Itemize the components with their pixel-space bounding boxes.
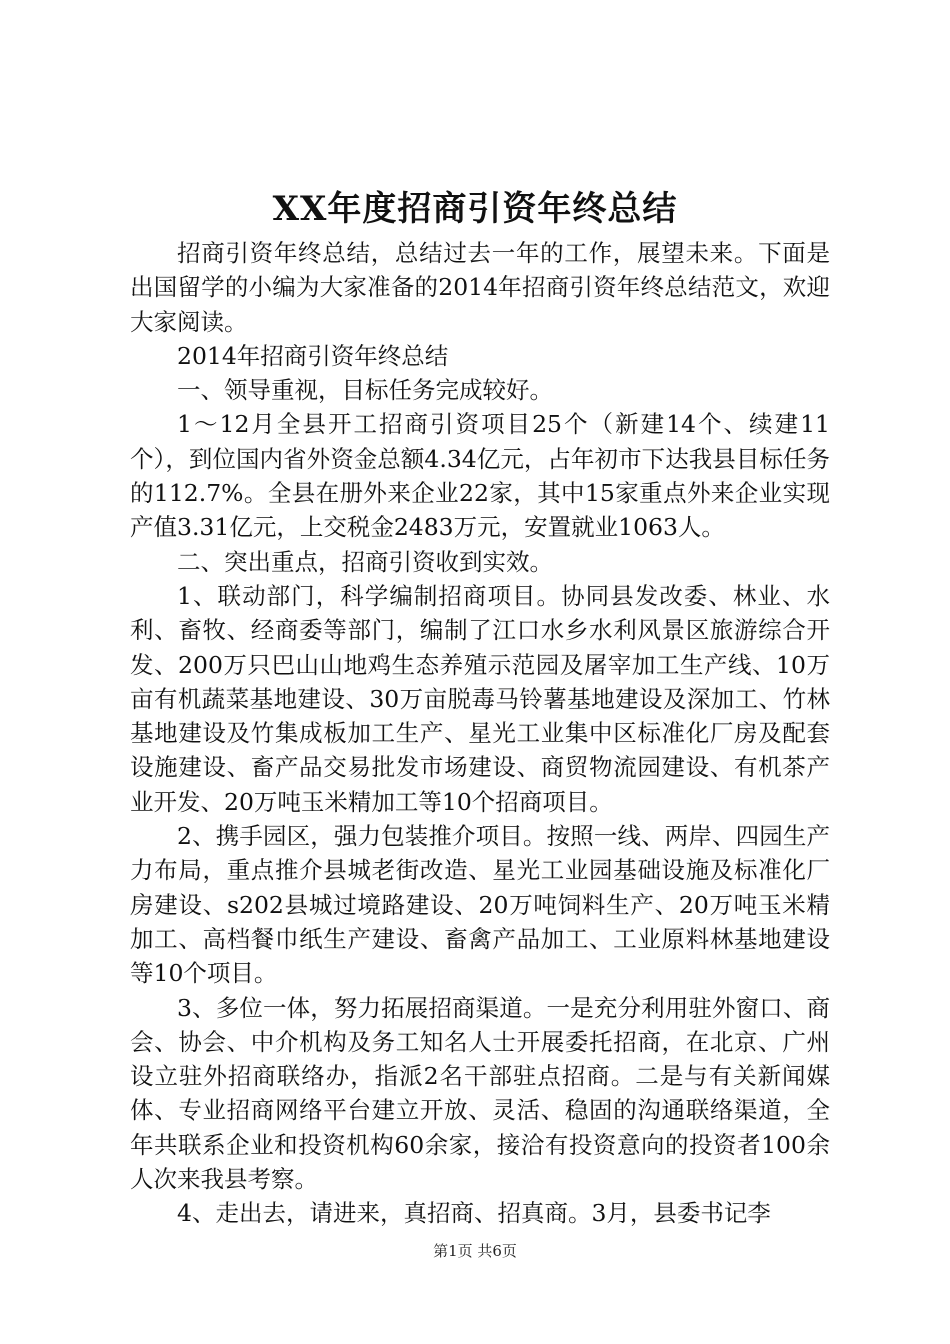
page-number: 第1页 共6页 [433,1242,517,1260]
document-title: XX年度招商引资年终总结 [272,189,678,229]
paragraph-item-4: 4、走出去，请进来，真招商、招真商。3月，县委书记李 [177,1199,771,1228]
section-heading-1: 一、领导重视，目标任务完成较好。 [177,376,553,405]
paragraph-item-2: 2、携手园区，强力包装推介项目。按照一线、两岸、四园生产力布局，重点推介县城老街改造、星光工业园基础设施及标准化厂房建设、s202县城过境路建设、20万吨饲料生产、20万吨玉米精加工、高档餐巾纸生产建设、畜禽产品加工、工业原料林基地建设等10个项目。 [130,822,830,988]
section-heading-2: 二、突出重点，招商引资收到实效。 [177,547,553,576]
paragraph-item-3: 3、多位一体，努力拓展招商渠道。一是充分利用驻外窗口、商会、协会、中介机构及务工知名人士开展委托招商，在北京、广州设立驻外招商联络办，指派2名干部驻点招商。二是与有关新闻媒体、专业招商网络平台建立开放、灵活、稳固的沟通联络渠道，全年共联系企业和投资机构60余家，接洽有投资意向的投资者100余人次来我县考察。 [130,993,830,1194]
paragraph-subtitle: 2014年招商引资年终总结 [177,341,449,370]
paragraph-intro: 招商引资年终总结，总结过去一年的工作，展望未来。下面是出国留学的小编为大家准备的2014年招商引资年终总结范文，欢迎大家阅读。 [130,239,830,336]
paragraph-summary: 1～12月全县开工招商引资项目25个（新建14个、续建11个），到位国内省外资金总额4.34亿元，占年初市下达我县目标任务的112.7%。全县在册外来企业22家，其中15家重点外来企业实现产值3.31亿元，上交税金2483万元，安置就业1063人。 [130,410,830,542]
document-body [130,236,830,1231]
paragraph-item-1: 1、联动部门，科学编制招商项目。协同县发改委、林业、水利、畜牧、经商委等部门，编制了江口水乡水利风景区旅游综合开发、200万只巴山山地鸡生态养殖示范园及屠宰加工生产线、10万亩有机蔬菜基地建设、30万亩脱毒马铃薯基地建设及深加工、竹林基地建设及竹集成板加工生产、星光工业集中区标准化厂房及配套设施建设、畜产品交易批发市场建设、商贸物流园建设、有机茶产业开发、20万吨玉米精加工等10个招商项目。 [130,581,830,816]
